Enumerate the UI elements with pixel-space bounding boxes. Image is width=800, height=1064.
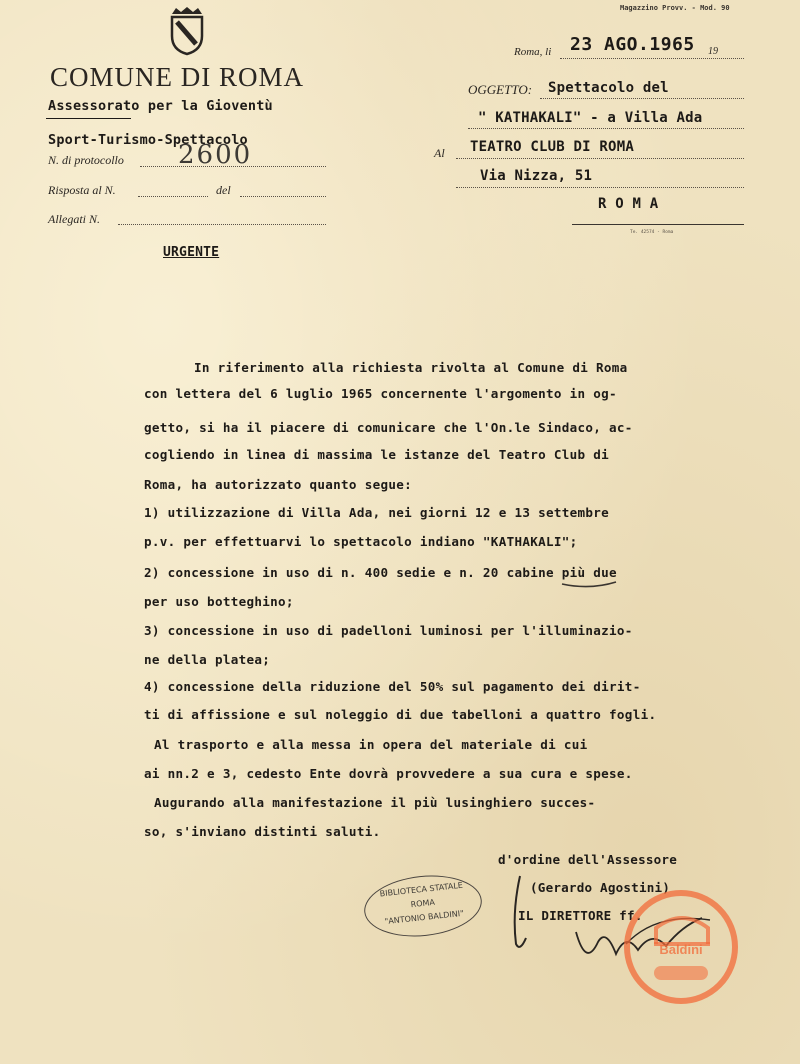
list-item-3-cont: ne della platea; — [144, 652, 271, 667]
department-line-1: Assessorato per la Gioventù — [48, 98, 273, 114]
urgent-label: URGENTE — [163, 245, 220, 260]
date-year-prefix: 19 — [708, 46, 718, 57]
body-line: Al trasporto e alla messa in opera del materiale di cui — [154, 737, 588, 752]
stamp-line-3: "ANTONIO BALDINI" — [384, 908, 465, 927]
baldini-logo — [624, 890, 738, 1004]
form-code: Magazzino Provv. - Mod. 90 — [620, 4, 730, 12]
protocol-label: N. di protocollo — [48, 153, 124, 167]
subject-label: OGGETTO: — [468, 82, 533, 97]
list-item-1-cont: p.v. per effettuarvi lo spettacolo indiano "KATHAKALI"; — [144, 534, 578, 549]
recipient-city: R O M A — [598, 196, 659, 212]
recipient-dots-2 — [456, 187, 744, 188]
body-line: getto, si ha il piacere di comunicare che l'On.le Sindaco, ac- — [144, 420, 633, 435]
list-item-3: 3) concessione in uso di padelloni luminosi per l'illuminazio- — [144, 623, 633, 638]
date-dots — [560, 58, 744, 59]
municipality-title: COMUNE DI ROMA — [50, 62, 305, 92]
body-line: so, s'inviano distinti saluti. — [144, 824, 381, 839]
subject-line-2: " KATHAKALI" - a Villa Ada — [478, 110, 703, 126]
body-line: ai nn.2 e 3, cedesto Ente dovrà provvedere a sua cura e spese. — [144, 766, 633, 781]
subject-dots-2 — [468, 128, 744, 129]
logo-text: Baldini — [659, 942, 703, 957]
reply-label: Risposta al N. — [48, 183, 116, 197]
recipient-prefix: Al — [434, 146, 445, 160]
subject-line-1: Spettacolo del — [548, 80, 669, 96]
handwritten-underline — [560, 578, 620, 592]
signature-title: IL DIRETTORE ff. — [518, 908, 643, 923]
recipient-street: Via Nizza, 51 — [480, 168, 593, 184]
body-line: con lettera del 6 luglio 1965 concernente l'argomento in og- — [144, 386, 617, 401]
department-line-2: Sport-Turismo-Spettacolo — [48, 132, 248, 148]
stamp-line-2: ROMA — [410, 897, 436, 910]
list-item-2-cont: per uso botteghino; — [144, 594, 294, 609]
protocol-number: 2600 — [178, 140, 253, 170]
reply-of-label: del — [216, 183, 231, 197]
body-line: Roma, ha autorizzato quanto segue: — [144, 477, 412, 492]
list-item-1: 1) utilizzazione di Villa Ada, nei giorni 12 e 13 settembre — [144, 505, 610, 520]
signature-order-line: d'ordine dell'Assessore — [498, 852, 677, 867]
stamp-line-1: BIBLIOTECA STATALE — [379, 880, 464, 899]
reply-dots — [138, 196, 208, 197]
body-line: In riferimento alla richiesta rivolta al Comune di Roma — [194, 360, 628, 375]
attachments-label: Allegati N. — [48, 212, 100, 226]
library-building-icon — [650, 906, 714, 946]
body-line: cogliendo in linea di massima le istanze del Teatro Club di — [144, 447, 610, 462]
reply-date-dots — [240, 196, 326, 197]
recipient-name: TEATRO CLUB DI ROMA — [470, 139, 634, 155]
attachments-dots — [118, 224, 326, 225]
body-line: Augurando alla manifestazione il più lusinghiero succes- — [154, 795, 596, 810]
date-stamp: 23 AGO.1965 — [570, 34, 695, 55]
strike-mark — [46, 118, 131, 119]
subject-dots-1 — [540, 98, 744, 99]
coat-of-arms-icon — [168, 6, 206, 56]
date-city: Roma, li — [514, 46, 552, 58]
logo-bar — [654, 966, 708, 980]
list-item-4: 4) concessione della riduzione del 50% sul pagamento dei dirit- — [144, 679, 641, 694]
list-item-4-cont: ti di affissione e sul noleggio di due tabelloni a quattro fogli. — [144, 707, 657, 722]
recipient-dots-1 — [456, 158, 744, 159]
list-item-2: 2) concessione in uso di n. 400 sedie e n. 20 cabine più due — [144, 565, 617, 580]
recipient-rule — [572, 224, 744, 225]
signature-name: (Gerardo Agostini) — [530, 880, 671, 895]
recipient-tiny-print: Te. 42574 - Roma — [630, 230, 674, 235]
